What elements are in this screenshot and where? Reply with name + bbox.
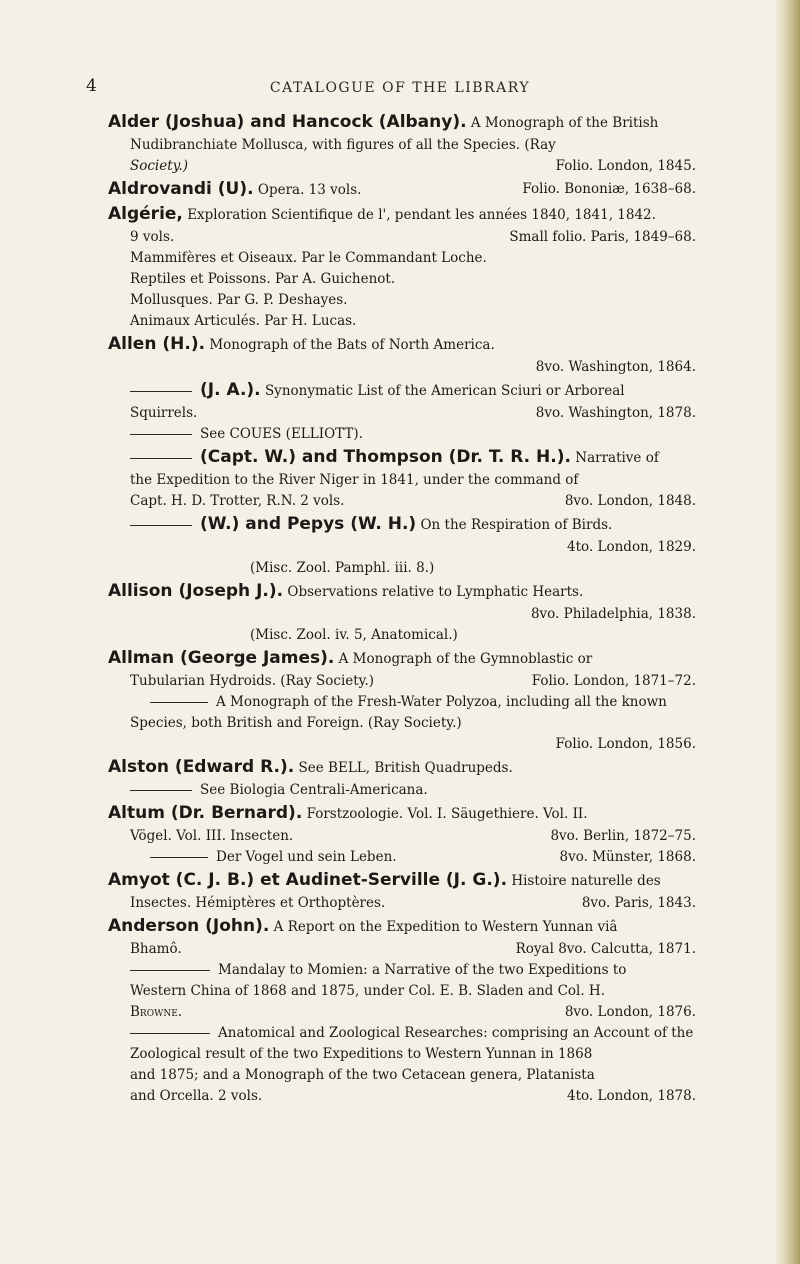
entry-imprint: Royal 8vo. Calcutta, 1871. xyxy=(515,941,696,957)
ditto-rule xyxy=(130,434,192,435)
ditto-rule xyxy=(130,1033,210,1034)
entry-allen-h xyxy=(108,332,708,378)
cross-reference: See COUES (ELLIOTT). xyxy=(200,426,363,442)
entry-heading: Allen (H.). xyxy=(108,334,206,354)
entry-imprint: 8vo. Washington, 1878. xyxy=(535,405,696,421)
entry-title-cont: Western China of 1868 and 1875, under Col. E. B. Sladen and Col. H. xyxy=(130,983,605,999)
entry-title: Synonymatic List of the American Sciuri or Arboreal xyxy=(264,383,625,399)
ditto-rule xyxy=(130,525,192,526)
ditto-rule xyxy=(130,970,210,971)
entry-anderson xyxy=(108,914,708,960)
entry-title-cont: Nudibranchiate Mollusca, with figures of all the Species. (Ray xyxy=(130,137,556,153)
entry-title-cont: Insectes. Hémiptères et Orthoptères. xyxy=(130,895,386,911)
running-head: CATALOGUE OF THE LIBRARY xyxy=(269,80,531,96)
entry-heading: Alston (Edward R.). xyxy=(108,757,295,777)
entry-sub-line: Mammifères et Oiseaux. Par le Commandant Loche. xyxy=(130,250,487,266)
entry-heading: (Capt. W.) and Thompson (Dr. T. R. H.). xyxy=(200,447,571,467)
entry-title-cont: Tubularian Hydroids. (Ray Society.) xyxy=(130,673,375,689)
entry-title-cont: the Expedition to the River Niger in 1841, under the command of xyxy=(130,472,579,488)
entry-heading: Algérie, xyxy=(108,204,183,224)
entry-heading: Allman (George James). xyxy=(108,648,335,668)
entry-note: (Misc. Zool. iv. 5, Anatomical.) xyxy=(250,627,458,643)
entry-imprint: 4to. London, 1829. xyxy=(567,539,696,555)
page-number: 4 xyxy=(86,76,97,96)
entry-anderson-mandalay xyxy=(108,960,708,1023)
entry-title: A Monograph of the Fresh-Water Polyzoa, including all the known xyxy=(216,694,667,710)
entry-title: Monograph of the Bats of North America. xyxy=(209,337,495,353)
entry-title: Anatomical and Zoological Researches: comprising an Account of the xyxy=(218,1025,694,1041)
entry-imprint: 8vo. Paris, 1843. xyxy=(581,895,696,911)
entry-note: (Misc. Zool. Pamphl. iii. 8.) xyxy=(250,560,435,576)
entry-altum-vogel xyxy=(108,847,708,868)
entry-imprint: 8vo. Washington, 1864. xyxy=(535,359,696,375)
entry-aldrovandi xyxy=(108,177,708,202)
entry-imprint: 8vo. Philadelphia, 1838. xyxy=(530,606,696,622)
entry-imprint: Folio. London, 1856. xyxy=(555,736,696,752)
entry-title: Der Vogel und sein Leben. xyxy=(216,849,397,865)
entry-heading: Altum (Dr. Bernard). xyxy=(108,803,303,823)
entry-heading: Alder (Joshua) and Hancock (Albany). xyxy=(108,112,467,132)
entry-heading: (J. A.). xyxy=(200,380,261,400)
entry-title: Forstzoologie. Vol. I. Säugethiere. Vol. II. xyxy=(306,806,588,822)
entry-sub-line: Animaux Articulés. Par H. Lucas. xyxy=(130,313,357,329)
entry-title: Narrative of xyxy=(575,450,659,466)
entry-alston xyxy=(108,755,708,780)
entry-title: On the Respiration of Birds. xyxy=(420,517,613,533)
entry-heading: Amyot (C. J. B.) et Audinet-Serville (J. G.). xyxy=(108,870,508,890)
ditto-rule xyxy=(130,458,192,459)
entry-title: A Monograph of the British xyxy=(470,115,659,131)
ditto-rule xyxy=(130,790,192,791)
entry-imprint: 8vo. Münster, 1868. xyxy=(559,849,696,865)
entry-title-cont: Bhamô. xyxy=(130,941,182,957)
entry-title: Histoire naturelle des xyxy=(511,873,661,889)
entry-title: A Report on the Expedition to Western Yunnan viâ xyxy=(273,919,618,935)
entry-title-cont: Browne. xyxy=(130,1004,183,1020)
entry-imprint: 4to. London, 1878. xyxy=(567,1088,696,1104)
entry-amyot xyxy=(108,868,708,914)
entry-heading: Aldrovandi (U). xyxy=(108,179,254,199)
entry-allison xyxy=(108,579,708,646)
entry-imprint: Folio. London, 1845. xyxy=(555,158,696,174)
entry-title-cont: Vögel. Vol. III. Insecten. xyxy=(130,828,294,844)
entry-title: Mandalay to Momien: a Narrative of the two Expeditions to xyxy=(218,962,627,978)
entry-heading: Anderson (John). xyxy=(108,916,270,936)
entry-title-cont: Species, both British and Foreign. (Ray Society.) xyxy=(130,715,462,731)
entry-title-cont: Capt. H. D. Trotter, R.N. 2 vols. xyxy=(130,493,345,509)
entry-algerie xyxy=(108,202,708,332)
entry-anderson-anatomical xyxy=(108,1023,708,1107)
entry-title-cont: and 1875; and a Monograph of the two Cetacean genera, Platanista xyxy=(130,1067,595,1083)
entry-title-cont: 9 vols. xyxy=(130,229,175,245)
entry-alder xyxy=(108,110,708,177)
catalogue-entries xyxy=(108,110,708,1107)
entry-heading: (W.) and Pepys (W. H.) xyxy=(200,514,417,534)
entry-imprint: 8vo. London, 1848. xyxy=(564,493,696,509)
entry-altum xyxy=(108,801,708,847)
entry-imprint: Folio. Bononiæ, 1638–68. xyxy=(522,181,696,197)
ditto-rule xyxy=(130,391,192,392)
entry-imprint: 8vo. Berlin, 1872–75. xyxy=(550,828,696,844)
entry-title: Observations relative to Lymphatic Hearts. xyxy=(287,584,584,600)
entry-imprint: Small folio. Paris, 1849–68. xyxy=(509,229,696,245)
entry-allen-capt-w xyxy=(108,445,708,512)
entry-see-coues xyxy=(108,424,708,445)
entry-title: Exploration Scientifique de l', pendant les années 1840, 1841, 1842. xyxy=(187,207,656,223)
entry-title: A Monograph of the Gymnoblastic or xyxy=(338,651,593,667)
entry-sub-line: Reptiles et Poissons. Par A. Guichenot. xyxy=(130,271,396,287)
cross-reference: See BELL, British Quadrupeds. xyxy=(298,760,513,776)
page-edge-shadow xyxy=(774,0,800,1264)
entry-sub-line: Mollusques. Par G. P. Deshayes. xyxy=(130,292,348,308)
entry-imprint: Folio. London, 1871–72. xyxy=(531,673,696,689)
entry-title: Opera. 13 vols. xyxy=(257,182,362,198)
cross-reference: See Biologia Centrali-Americana. xyxy=(200,782,428,798)
entry-title-cont: Zoological result of the two Expeditions to Western Yunnan in 1868 xyxy=(130,1046,593,1062)
entry-title-cont: Society.) xyxy=(130,158,189,174)
entry-title-cont: Squirrels. xyxy=(130,405,198,421)
entry-allen-pepys xyxy=(108,512,708,579)
entry-alston-biologia xyxy=(108,780,708,801)
ditto-rule xyxy=(150,702,208,703)
entry-title-cont: and Orcella. 2 vols. xyxy=(130,1088,263,1104)
entry-allen-ja xyxy=(108,378,708,424)
entry-allman xyxy=(108,646,708,692)
ditto-rule xyxy=(150,857,208,858)
entry-imprint: 8vo. London, 1876. xyxy=(564,1004,696,1020)
entry-heading: Allison (Joseph J.). xyxy=(108,581,284,601)
entry-allman-polyzoa xyxy=(108,692,708,755)
